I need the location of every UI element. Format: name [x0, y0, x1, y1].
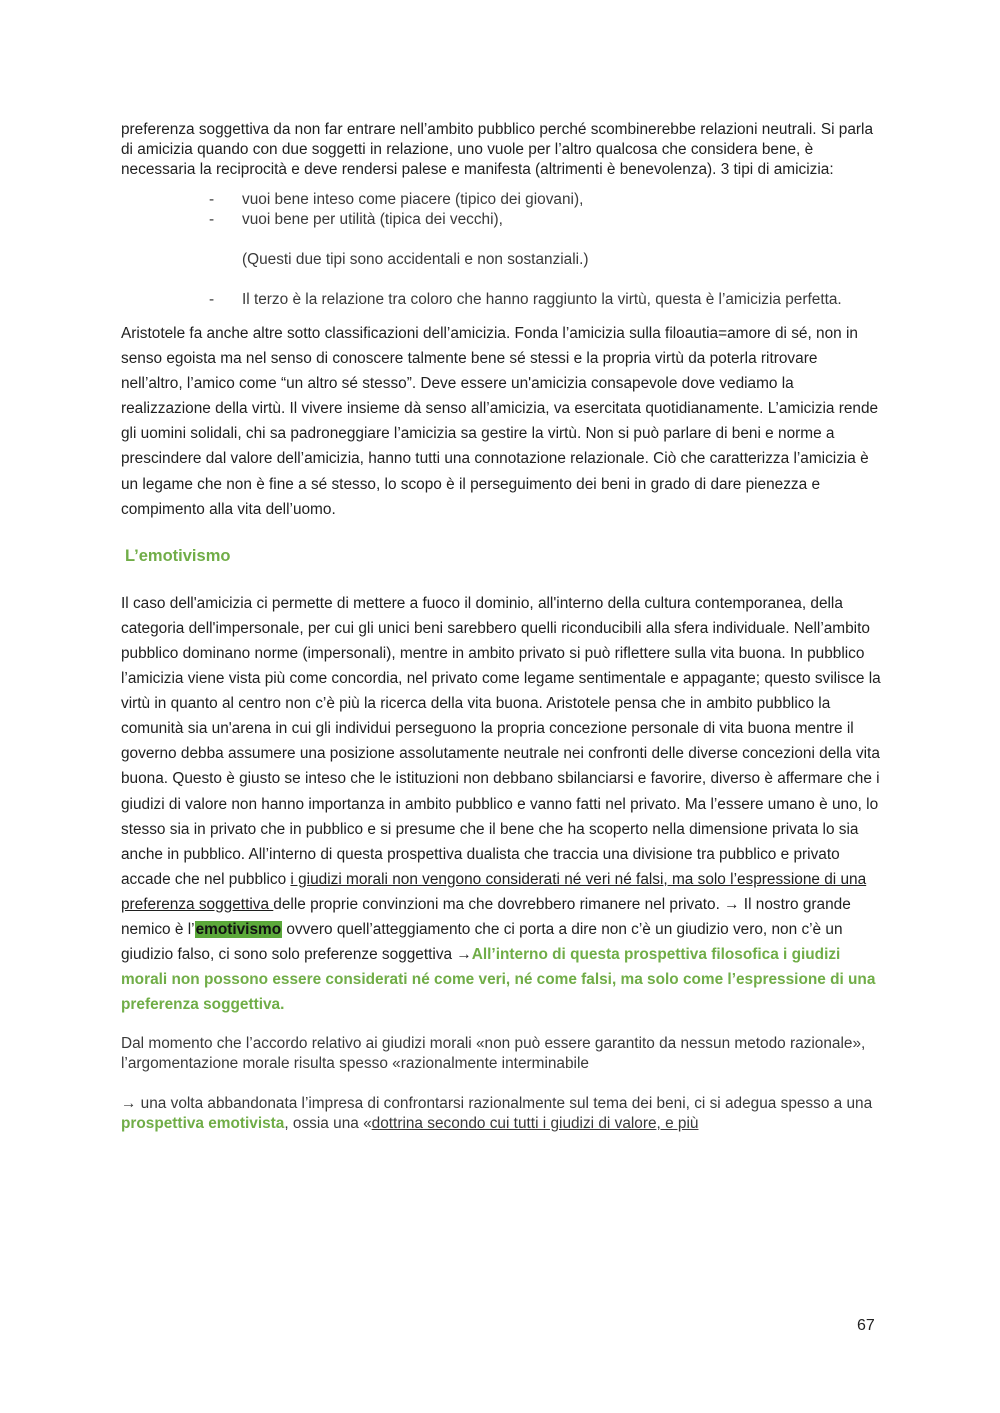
paragraph-aristotle: Aristotele fa anche altre sotto classificazioni dell’amicizia. Fonda l’amicizia sulla filoautia=amore di sé, non in senso egoista ma nel senso di conoscere talmente bene sé stessi e la propria virtù da poterla ritrovare nell’altro, l’amico come “un altro sé stesso”. Deve essere un'amicizia consapevole dove vediamo la realizzazione della virtù. Il vivere insieme dà senso all’amicizia, va esercitata quotidianamente. L’amicizia rende gli uomini solidali, chi sa padroneggiare l’amicizia sa gestire la virtù. Non si può parlare di beni e norme a prescindere dal valore dell’amicizia, hanno tutti una connotazione relazionale. Ciò che caratterizza l’amicizia è un legame che non è fine a sé stesso, lo scopo è il perseguimento dei beni in grado di dare pienezza e compimento alla vita dell’uomo.	[121, 325, 879, 518]
paragraph-text: ovvero quell’atteggiamento che ci porta a dire non c’è un giudizio vero, non c’è un giudizio falso, ci sono solo preferenze soggettiva →	[121, 920, 843, 964]
paragraph-emotivism	[121, 591, 881, 1018]
list-item-text: vuoi bene per utilità (tipica dei vecchi),	[242, 211, 503, 228]
list-bullet: -	[209, 191, 215, 208]
list-item	[209, 210, 881, 230]
list-note: (Questi due tipi sono accidentali e non sostanziali.)	[242, 251, 589, 268]
paragraph-friendship-types: preferenza soggettiva da non far entrare nell’ambito pubblico perché scombinerebbe relazioni neutrali. Si parla di amicizia quando con due soggetti in relazione, uno vuole per l’altro qualcosa che considera bene, è necessaria la reciprocità e deve rendersi palese e manifesta (altrimenti è benevolenza). 3 tipi di amicizia:	[121, 121, 874, 178]
paragraph-moral-judgments: Dal momento che l’accordo relativo ai giudizi morali «non può essere garantito da nessun metodo razionale», l’argomentazione morale risulta spesso «razionalmente interminabile	[121, 1035, 866, 1073]
paragraph-text: Il caso dell'amicizia ci permette di mettere a fuoco il dominio, all'interno della cultura contemporanea, della categoria dell'impersonale, per cui gli unici beni sarebbero quelli riconducibili alla sfera individuale. Nell’ambito pubblico dominano norme (impersonali), mentre in ambito privato si può riflettere sulla vita buona. In pubblico l’amicizia viene vista più come concordia, nel privato come legame sentimentale e appagante; questo svilisce la virtù in quanto al centro non c’è più la ricerca della vita buona. Aristotele pensa che in ambito pubblico la comunità sia un'arena in cui gli individui perseguono la propria concezione personale di vita buona mentre il governo debba assumere una posizione assolutamente neutrale nei confronti delle diverse concezioni della vita buona. Questo è giusto se inteso che le istituzioni non debbano sbilanciarsi e favorire, diverso è affermare che i giudizi di valore non hanno importanza in ambito pubblico e vanno fatti nel privato. Ma l’essere umano è uno, lo stesso sia in privato che in pubblico e si presume che il bene che ha scoperto nella dimensione privata lo sia anche in pubblico. All’interno di questa prospettiva dualista che traccia una divisione tra pubblico e privato accade che nel pubblico	[121, 594, 881, 888]
page-number: 67	[857, 1317, 875, 1334]
paragraph-text: delle proprie convinzioni ma che dovrebbero rimanere nel privato. → Il nostro grande nemico è l’	[121, 895, 851, 938]
highlighted-term: emotivismo	[195, 920, 282, 938]
list-item	[209, 190, 881, 210]
paragraph-text: → una volta abbandonata l’impresa di confrontarsi razionalmente sul tema dei beni, ci si adegua spesso a una	[121, 1095, 873, 1113]
document-page	[121, 120, 881, 1134]
section-heading: L’emotivismo	[125, 546, 231, 565]
list-item-text: vuoi bene inteso come piacere (tipico dei giovani),	[242, 191, 584, 208]
list-bullet: -	[209, 211, 215, 228]
friendship-types-list	[209, 190, 881, 310]
underlined-text: dottrina secondo cui tutti i giudizi di valore, e più	[371, 1115, 699, 1133]
paragraph-text: , ossia una «	[284, 1115, 372, 1133]
underlined-text: i giudizi morali non vengono considerati né veri né falsi, ma solo l’espressione di una preferenza soggettiva	[121, 870, 867, 913]
paragraph-emotivist-perspective	[121, 1094, 881, 1134]
key-term: prospettiva emotivista	[121, 1115, 285, 1133]
list-item	[209, 290, 881, 310]
list-item-text: Il terzo è la relazione tra coloro che hanno raggiunto la virtù, questa è l’amicizia perfetta.	[242, 291, 842, 308]
key-statement: All’interno di questa prospettiva filosofica i giudizi morali non possono essere considerati né come veri, né come falsi, ma solo come l’espressione di una preferenza soggettiva.	[121, 946, 876, 1014]
list-bullet: -	[209, 291, 215, 308]
